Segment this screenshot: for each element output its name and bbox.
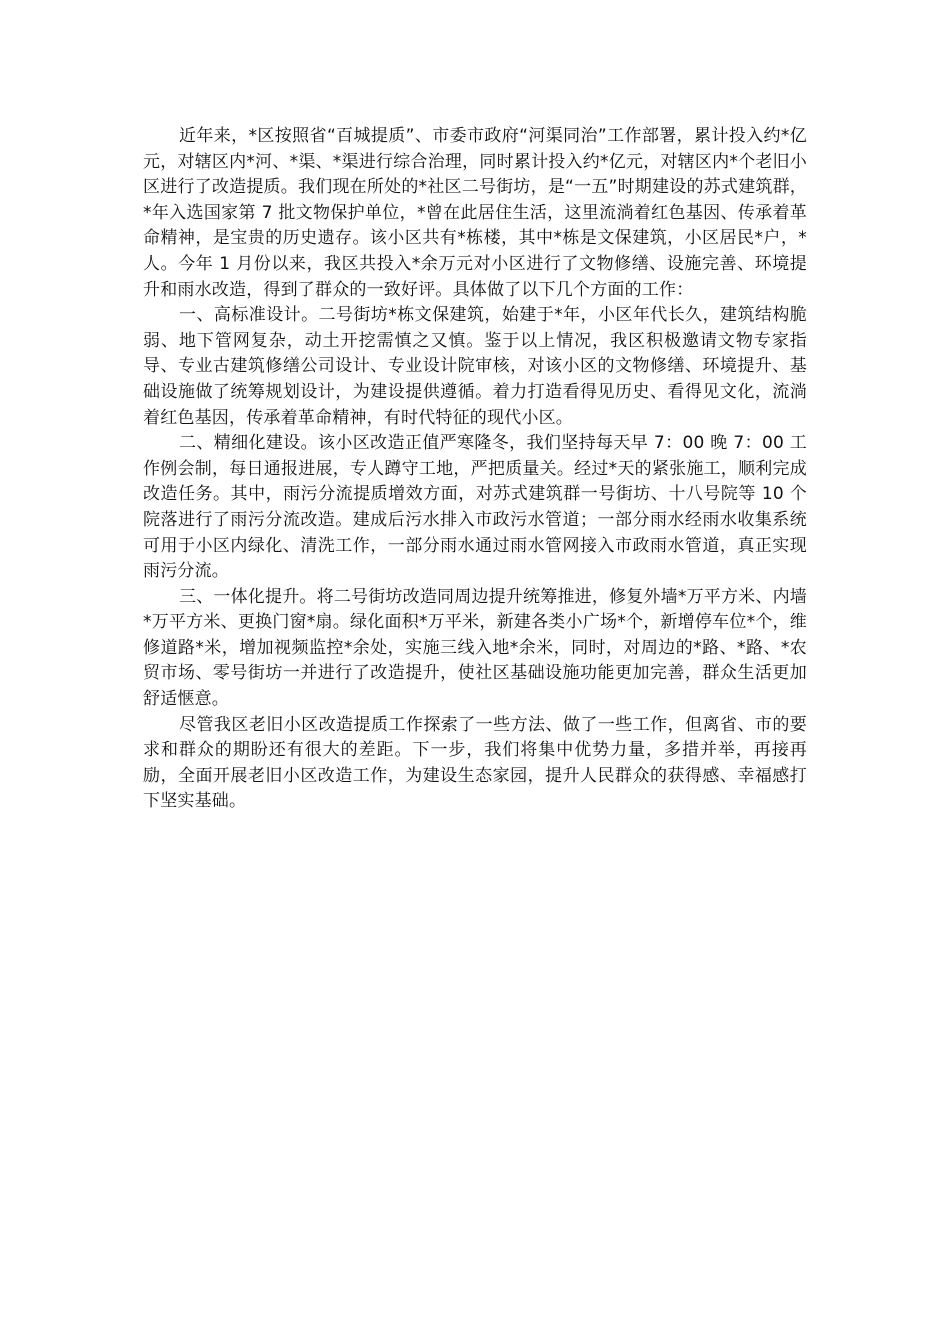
document-body (143, 124, 807, 815)
paragraph-section-3: 三、一体化提升。将二号街坊改造同周边提升统筹推进，修复外墙*万平方米、内墙*万平方米、更换门窗*扇。绿化面积*万平米，新建各类小广场*个，新增停车位*个，维修道路*米，增加视频监控*余处，实施三线入地*余米，同时，对周边的*路、*路、*农贸市场、零号街坊一并进行了改造提升，使社区基础设施功能更加完善，群众生活更加舒适惬意。 (143, 586, 807, 710)
paragraph-intro: 近年来，*区按照省“百城提质”、市委市政府“河渠同治”工作部署，累计投入约*亿元，对辖区内*河、*渠、*渠进行综合治理，同时累计投入约*亿元，对辖区内*个老旧小区进行了改造提质。我们现在所处的*社区二号街坊，是“一五”时期建设的苏式建筑群，*年入选国家第 7 批文物保护单位，*曾在此居住生活，这里流淌着红色基因、传承着革命精神，是宝贵的历史遗存。该小区共有*栋楼，其中*栋是文保建筑，小区居民*户，*人。今年 1 月份以来，我区共投入*余万元对小区进行了文物修缮、设施完善、环境提升和雨水改造，得到了群众的一致好评。具体做了以下几个方面的工作： (143, 126, 807, 300)
paragraph-section-2: 二、精细化建设。该小区改造正值严寒隆冬，我们坚持每天早 7：00 晚 7：00 工作例会制，每日通报进展，专人蹲守工地，严把质量关。经过*天的紧张施工，顺利完成改造任务。其中，雨污分流提质增效方面，对苏式建筑群一号街坊、十八号院等 10 个院落进行了雨污分流改造。建成后污水排入市政污水管道；一部分雨水经雨水收集系统可用于小区内绿化、清洗工作，一部分雨水通过雨水管网接入市政雨水管道，真正实现雨污分流。 (143, 433, 807, 582)
paragraph-section-1: 一、高标准设计。二号街坊*栋文保建筑，始建于*年，小区年代长久，建筑结构脆弱、地下管网复杂，动土开挖需慎之又慎。鉴于以上情况，我区积极邀请文物专家指导、专业古建筑修缮公司设计、专业设计院审核，对该小区的文物修缮、环境提升、基础设施做了统筹规划设计，为建设提供遵循。着力打造看得见历史、看得见文化，流淌着红色基因，传承着革命精神，有时代特征的现代小区。 (143, 305, 807, 428)
paragraph-conclusion: 尽管我区老旧小区改造提质工作探索了一些方法、做了一些工作，但离省、市的要求和群众的期盼还有很大的差距。下一步，我们将集中优势力量，多措并举，再接再励，全面开展老旧小区改造工作，为建设生态家园，提升人民群众的获得感、幸福感打下坚实基础。 (143, 714, 807, 812)
